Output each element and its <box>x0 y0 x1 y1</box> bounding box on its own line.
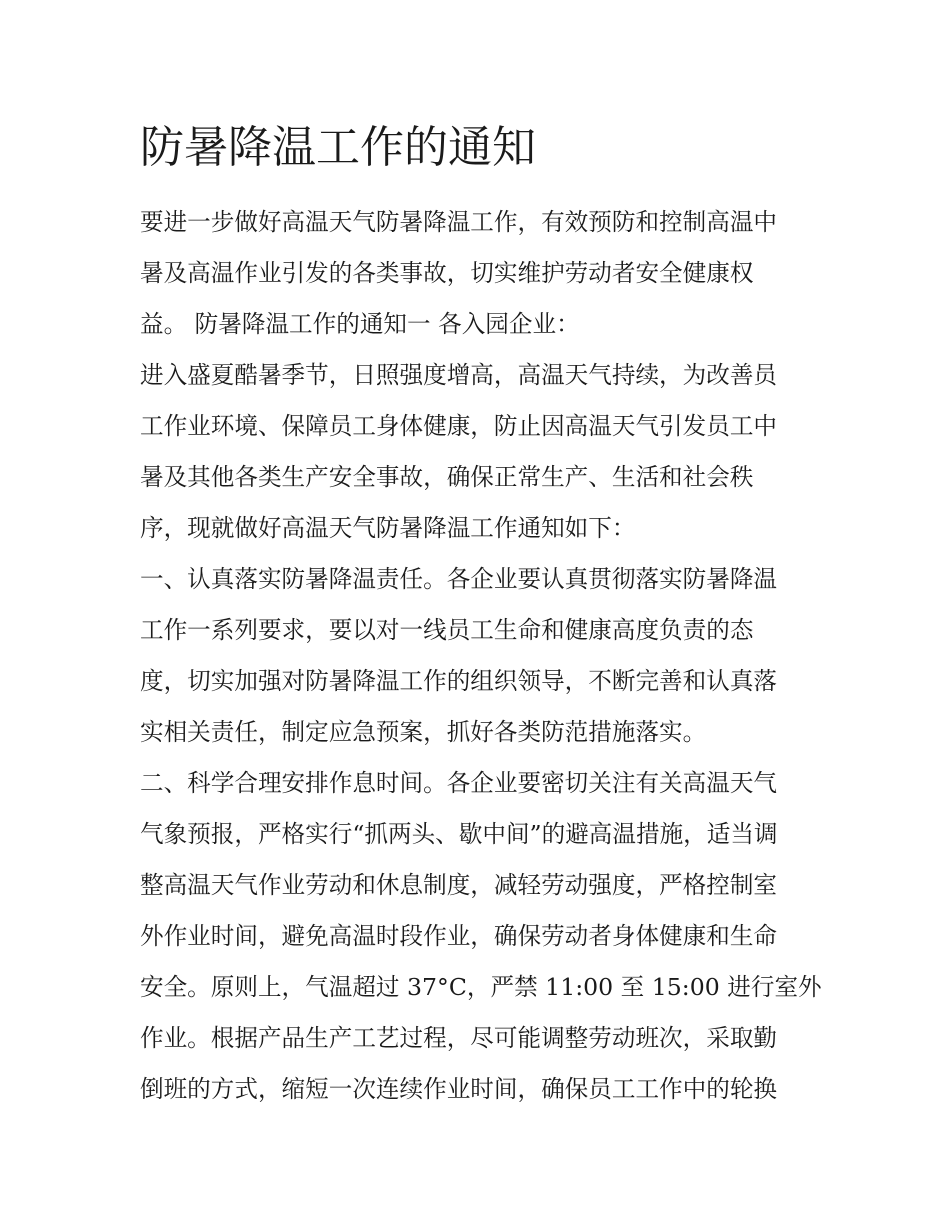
body-line-5: 工作业环境、保障员工身体健康，防止因高温天气引发员工中 <box>140 412 778 440</box>
body-line-14: 整高温天气作业劳动和休息制度，减轻劳动强度，严格控制室 <box>140 871 778 899</box>
body-line-17: 作业。根据产品生产工艺过程，尽可能调整劳动班次，采取勤 <box>140 1024 778 1052</box>
body-line-8: 一、认真落实防暑降温责任。各企业要认真贯彻落实防暑降温 <box>140 565 778 593</box>
document-body <box>140 197 822 1115</box>
body-line-3: 益。 防暑降温工作的通知一 各入园企业： <box>140 310 580 338</box>
body-line-16: 安全。原则上，气温超过 37°C，严禁 11:00 至 15:00 进行室外 <box>140 973 822 1001</box>
body-line-10: 度，切实加强对防暑降温工作的组织领导，不断完善和认真落 <box>140 667 778 695</box>
body-line-13: 气象预报，严格实行“抓两头、歇中间”的避高温措施，适当调 <box>140 820 778 848</box>
body-line-7: 序，现就做好高温天气防暑降温工作通知如下： <box>140 514 636 542</box>
body-line-1: 要进一步做好高温天气防暑降温工作，有效预防和控制高温中 <box>140 208 778 236</box>
body-line-18: 倒班的方式，缩短一次连续作业时间，确保员工工作中的轮换 <box>140 1075 778 1103</box>
body-line-15: 外作业时间，避免高温时段作业，确保劳动者身体健康和生命 <box>140 922 778 950</box>
document-title: 防暑降温工作的通知 <box>140 122 536 173</box>
body-line-2: 暑及高温作业引发的各类事故，切实维护劳动者安全健康权 <box>140 259 754 287</box>
body-line-11: 实相关责任，制定应急预案，抓好各类防范措施落实。 <box>140 718 707 746</box>
body-line-6: 暑及其他各类生产安全事故，确保正常生产、生活和社会秩 <box>140 463 754 491</box>
body-line-9: 工作一系列要求，要以对一线员工生命和健康高度负责的态 <box>140 616 754 644</box>
body-line-12: 二、科学合理安排作息时间。各企业要密切关注有关高温天气 <box>140 769 778 797</box>
body-line-4: 进入盛夏酷暑季节，日照强度增高，高温天气持续，为改善员 <box>140 361 778 389</box>
